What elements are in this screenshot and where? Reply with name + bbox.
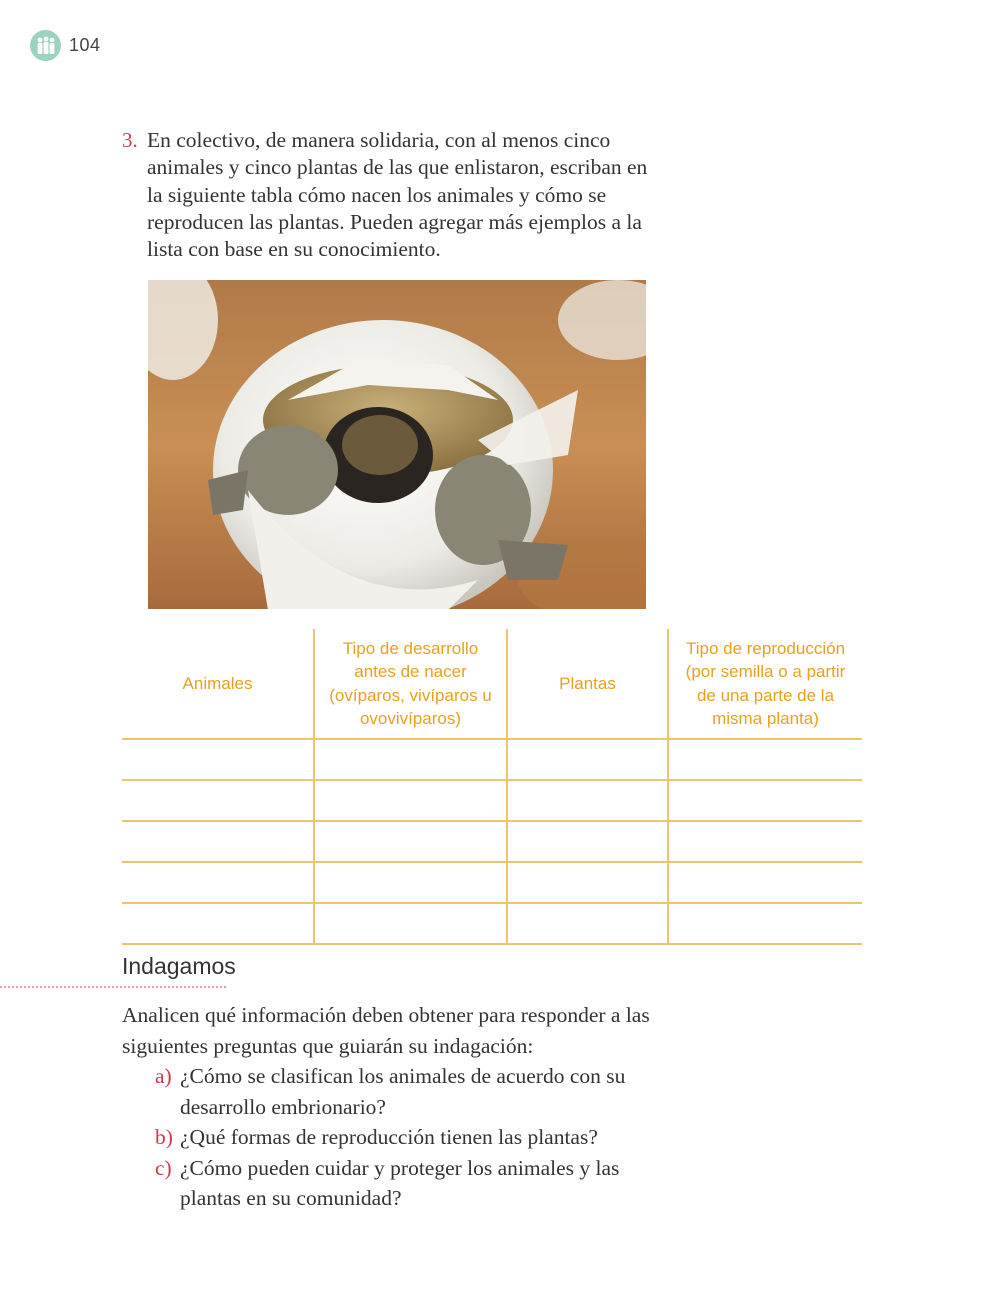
list-item-letter: b) (155, 1125, 173, 1149)
table-row (122, 862, 862, 903)
question-3 (122, 127, 662, 263)
table-cell[interactable] (314, 821, 507, 862)
header-animales: Animales (122, 629, 314, 739)
header-plantas: Plantas (507, 629, 668, 739)
table-row (122, 780, 862, 821)
header-tipo-reproduccion: Tipo de reproducción (por semilla o a partir de una parte de la misma planta) (668, 629, 862, 739)
table-cell[interactable] (507, 739, 668, 780)
list-item (155, 1122, 655, 1153)
table-cell[interactable] (507, 862, 668, 903)
classification-table (122, 629, 862, 945)
table-cell[interactable] (668, 780, 862, 821)
section-title-indagamos: Indagamos (122, 953, 236, 979)
list-item-text: ¿Cómo se clasifican los animales de acuerdo con su desarrollo embrionario? (180, 1064, 626, 1119)
table-header-row (122, 629, 862, 739)
table-row (122, 821, 862, 862)
table-cell[interactable] (314, 739, 507, 780)
table-cell[interactable] (668, 903, 862, 944)
question-list (155, 1061, 655, 1214)
table-cell[interactable] (314, 862, 507, 903)
indagamos-intro: Analicen qué información deben obtener para responder a las siguientes preguntas que guiarán su indagación: (122, 1003, 650, 1058)
table-cell[interactable] (122, 739, 314, 780)
table-cell[interactable] (507, 903, 668, 944)
table-cell[interactable] (668, 862, 862, 903)
list-item-letter: a) (155, 1064, 172, 1088)
people-logo-icon (30, 30, 61, 61)
table-cell[interactable] (668, 739, 862, 780)
list-item-text: ¿Cómo pueden cuidar y proteger los animales y las plantas en su comunidad? (180, 1155, 620, 1210)
table-cell[interactable] (122, 903, 314, 944)
table-cell[interactable] (122, 821, 314, 862)
list-item (155, 1061, 655, 1122)
table-cell[interactable] (122, 862, 314, 903)
page-header (30, 30, 101, 61)
question-number: 3. (122, 128, 138, 152)
table-row (122, 739, 862, 780)
table-cell[interactable] (668, 821, 862, 862)
table-cell[interactable] (507, 780, 668, 821)
list-item (155, 1153, 655, 1214)
dotted-divider (0, 986, 226, 988)
table-cell[interactable] (507, 821, 668, 862)
question-text: En colectivo, de manera solidaria, con al menos cinco animales y cinco plantas de las que enlistaron, escriban en la siguiente tabla cómo nacen los animales y cómo se reproducen las plantas. Pueden agregar más ejemplos a la lista con base en su conocimiento. (147, 128, 648, 262)
table-row (122, 903, 862, 944)
table-cell[interactable] (314, 903, 507, 944)
table-cell[interactable] (314, 780, 507, 821)
header-tipo-desarrollo: Tipo de desarrollo antes de nacer (ovíparos, vivíparos u ovovivíparos) (314, 629, 507, 739)
table-cell[interactable] (122, 780, 314, 821)
page-number: 104 (69, 35, 101, 55)
turtle-hatching-photo (148, 280, 646, 609)
list-item-letter: c) (155, 1155, 172, 1180)
list-item-text: ¿Qué formas de reproducción tienen las plantas? (180, 1125, 598, 1149)
